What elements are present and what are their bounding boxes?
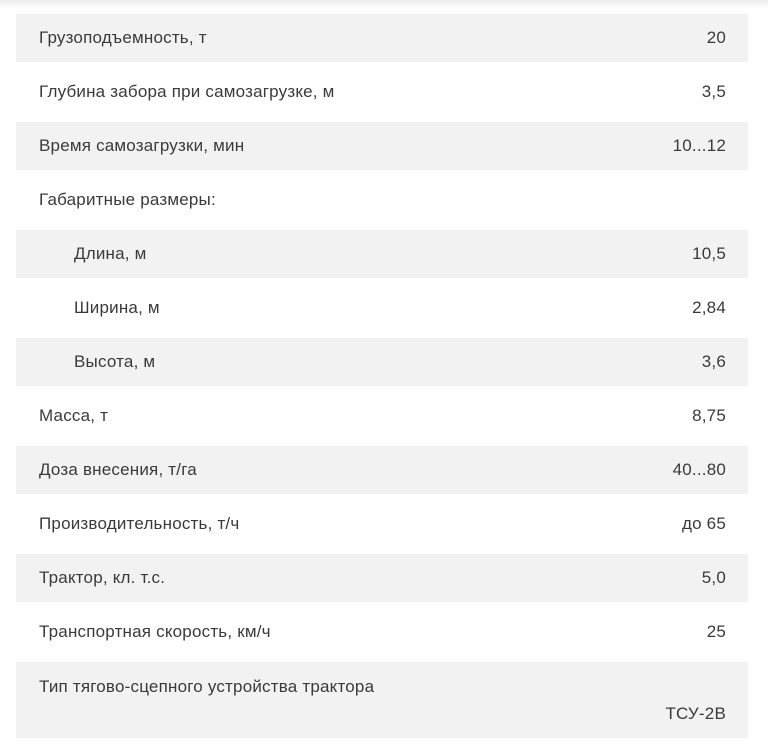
- spec-label: Высота, м: [74, 352, 156, 372]
- spec-label: Доза внесения, т/га: [39, 460, 197, 480]
- spec-label: Трактор, кл. т.с.: [39, 568, 166, 588]
- spec-label: Транспортная скорость, км/ч: [39, 622, 271, 642]
- spec-value: 20: [706, 28, 726, 48]
- spec-row-tractor-class: [16, 554, 748, 602]
- spec-label: Грузоподъемность, т: [39, 28, 207, 48]
- spec-value: 10,5: [692, 244, 726, 264]
- spec-value: 8,75: [692, 406, 726, 426]
- spec-row-dimensions-header: [16, 176, 748, 224]
- spec-label: Длина, м: [74, 244, 147, 264]
- spec-label: Тип тягово-сцепного устройства трактора: [39, 677, 375, 697]
- spec-row-height: [16, 338, 748, 386]
- spec-row-payload: [16, 14, 748, 62]
- spec-row-length: [16, 230, 748, 278]
- spec-row-selfload-time: [16, 122, 748, 170]
- spec-row-mass: [16, 392, 748, 440]
- spec-value: 2,84: [692, 298, 726, 318]
- spec-row-transport-speed: [16, 608, 748, 656]
- spec-label: Глубина забора при самозагрузке, м: [39, 82, 335, 102]
- spec-value: до 65: [681, 514, 726, 534]
- spec-label: Масса, т: [39, 406, 109, 426]
- spec-label: Ширина, м: [74, 298, 160, 318]
- spec-value: 25: [706, 622, 726, 642]
- spec-label: Производительность, т/ч: [39, 514, 240, 534]
- spec-row-width: [16, 284, 748, 332]
- spec-value: 10...12: [672, 136, 726, 156]
- spec-row-hitch-type: [16, 662, 748, 738]
- spec-label: Габаритные размеры:: [39, 190, 216, 210]
- spec-row-productivity: [16, 500, 748, 548]
- spec-table: [16, 14, 748, 744]
- spec-value: 3,5: [701, 82, 726, 102]
- spec-value: 3,6: [701, 352, 726, 372]
- spec-value: 40...80: [672, 460, 726, 480]
- spec-value: 5,0: [701, 568, 726, 588]
- spec-row-intake-depth: [16, 68, 748, 116]
- spec-row-application-rate: [16, 446, 748, 494]
- spec-value: ТСУ-2В: [665, 703, 726, 723]
- spec-label: Время самозагрузки, мин: [39, 136, 245, 156]
- top-fade-shadow: [0, 0, 768, 9]
